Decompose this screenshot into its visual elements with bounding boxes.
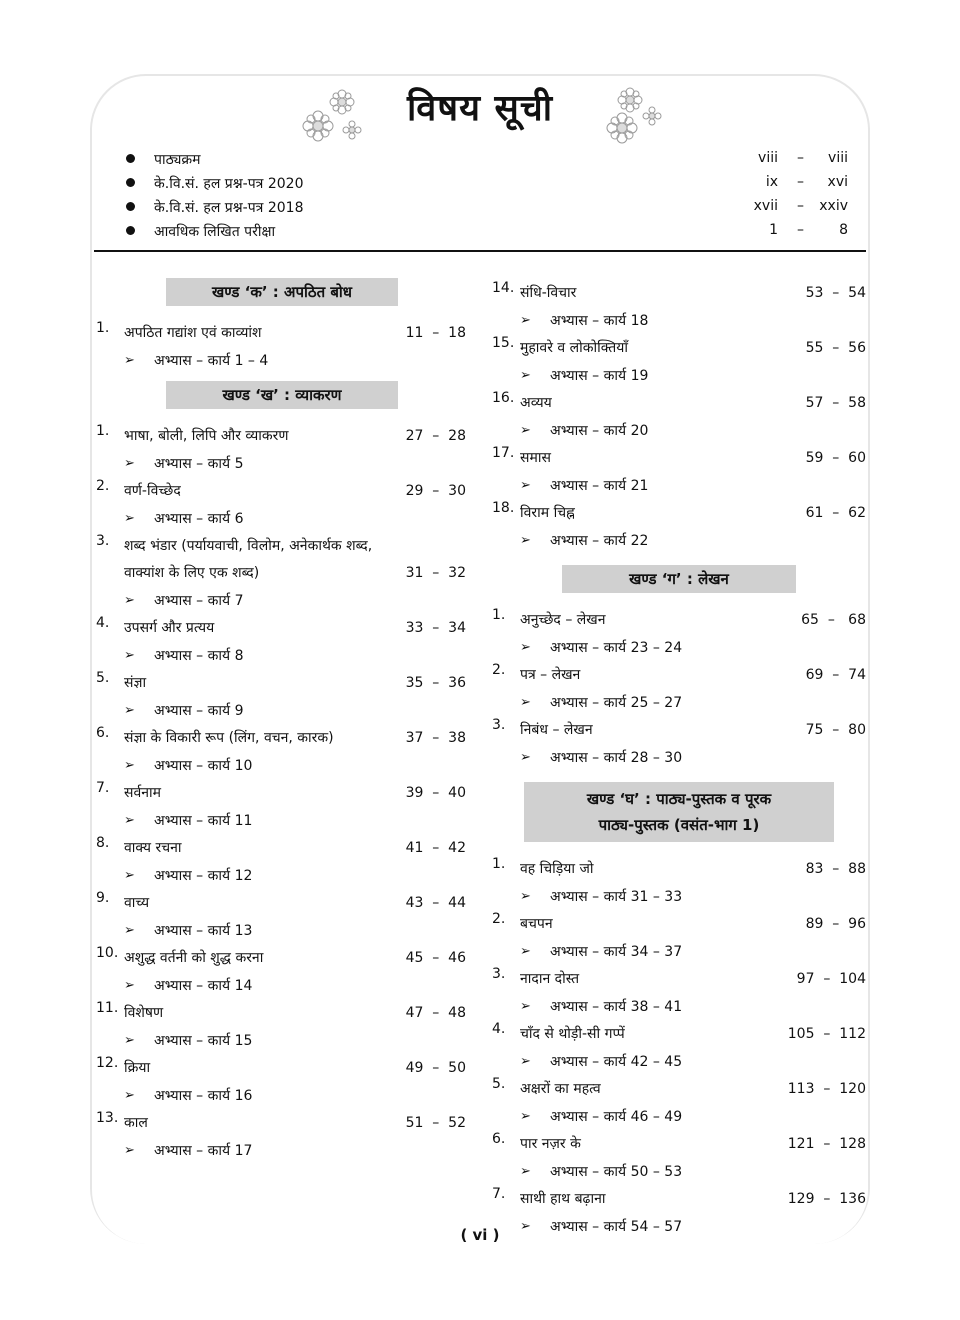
entry-number: 17. <box>492 445 515 461</box>
toc-entry[interactable] <box>490 717 870 744</box>
entry-title: भाषा, बोली, लिपि और व्याकरण <box>124 428 289 444</box>
toc-entry[interactable] <box>94 423 470 450</box>
prelim-list <box>122 148 850 244</box>
entry-pages: 41 – 42 <box>405 840 466 856</box>
arrowhead-icon: ➢ <box>124 813 135 828</box>
entry-title: निबंध – लेखन <box>520 722 593 738</box>
arrowhead-icon: ➢ <box>124 758 135 773</box>
entry-title: पत्र – लेखन <box>520 667 581 683</box>
page-to: viii <box>828 150 848 166</box>
practice-entry[interactable] <box>490 689 870 717</box>
entry-pages: 33 – 34 <box>405 620 466 636</box>
entry-title: अशुद्ध वर्तनी को शुद्ध करना <box>124 950 264 966</box>
prelim-label: के.वि.सं. हल प्रश्न-पत्र 2018 <box>154 200 304 216</box>
practice-label: अभ्यास – कार्य 7 <box>154 593 244 609</box>
entry-number: 13. <box>96 1110 119 1126</box>
toc-right-column <box>490 280 870 1241</box>
arrowhead-icon: ➢ <box>520 478 531 493</box>
entry-title: वाक्य रचना <box>124 840 182 856</box>
entry-pages: 61 – 62 <box>805 505 866 521</box>
page-to: xxiv <box>819 198 848 214</box>
entry-pages: 43 – 44 <box>405 895 466 911</box>
entry-number: 18. <box>492 500 515 516</box>
bullet-icon <box>126 154 135 163</box>
practice-entry[interactable] <box>94 1027 470 1055</box>
practice-label: अभ्यास – कार्य 9 <box>154 703 244 719</box>
entry-pages: 53 – 54 <box>805 285 866 301</box>
entry-title: शब्द भंडार (पर्यायवाची, विलोम, अनेकार्थक शब्द, वाक्यांश के लिए एक शब्द) <box>124 538 373 581</box>
practice-entry[interactable] <box>94 587 470 615</box>
entry-pages: 105 – 112 <box>787 1026 866 1042</box>
page-dash: – <box>797 198 804 214</box>
practice-entry[interactable] <box>490 417 870 445</box>
entry-number: 11. <box>96 1000 119 1016</box>
entry-pages: 37 – 38 <box>405 730 466 746</box>
practice-entry[interactable] <box>490 938 870 966</box>
entry-number: 4. <box>492 1021 506 1037</box>
entry-number: 1. <box>96 320 110 336</box>
toc-entry[interactable] <box>490 911 870 938</box>
arrowhead-icon: ➢ <box>124 868 135 883</box>
prelim-item[interactable] <box>122 196 850 220</box>
entry-title: सर्वनाम <box>124 785 162 801</box>
entry-number: 6. <box>96 725 110 741</box>
arrowhead-icon: ➢ <box>520 889 531 904</box>
entry-number: 5. <box>492 1076 506 1092</box>
toc-entry[interactable] <box>490 1131 870 1158</box>
practice-label: अभ्यास – कार्य 12 <box>154 868 253 884</box>
toc-entry[interactable] <box>490 1186 870 1213</box>
entry-number: 12. <box>96 1055 119 1071</box>
section-heading-line: पाठ्य-पुस्तक (वसंत-भाग 1) <box>598 816 760 834</box>
practice-entry[interactable] <box>94 642 470 670</box>
practice-label: अभ्यास – कार्य 50 – 53 <box>550 1164 683 1180</box>
entry-pages: 55 – 56 <box>805 340 866 356</box>
practice-entry[interactable] <box>490 362 870 390</box>
practice-entry[interactable] <box>94 450 470 478</box>
practice-label: अभ्यास – कार्य 6 <box>154 511 244 527</box>
toc-entry[interactable] <box>94 780 470 807</box>
entry-pages: 11 – 18 <box>405 325 466 341</box>
entry-number: 3. <box>96 533 110 549</box>
practice-label: अभ्यास – कार्य 13 <box>154 923 253 939</box>
page-title: विषय सूची <box>406 88 554 129</box>
practice-entry[interactable] <box>490 1048 870 1076</box>
entry-pages: 27 – 28 <box>405 428 466 444</box>
practice-label: अभ्यास – कार्य 17 <box>154 1143 253 1159</box>
entry-number: 1. <box>492 856 506 872</box>
practice-entry[interactable] <box>94 1137 470 1165</box>
toc-entry[interactable] <box>490 1021 870 1048</box>
arrowhead-icon: ➢ <box>520 1054 531 1069</box>
practice-entry[interactable] <box>490 634 870 662</box>
entry-number: 8. <box>96 835 110 851</box>
toc-entry[interactable] <box>94 533 470 587</box>
entry-pages: 39 – 40 <box>405 785 466 801</box>
entry-title: अव्यय <box>520 395 552 411</box>
practice-entry[interactable] <box>94 347 470 375</box>
entry-number: 1. <box>96 423 110 439</box>
entry-title: काल <box>124 1115 148 1131</box>
prelim-label: आवधिक लिखित परीक्षा <box>154 224 276 240</box>
arrowhead-icon: ➢ <box>520 944 531 959</box>
arrowhead-icon: ➢ <box>520 695 531 710</box>
toc-entry[interactable] <box>490 500 870 527</box>
entry-pages: 113 – 120 <box>787 1081 866 1097</box>
entry-number: 7. <box>96 780 110 796</box>
entry-number: 4. <box>96 615 110 631</box>
prelim-label: पाठ्यक्रम <box>154 152 201 168</box>
toc-entry[interactable] <box>94 725 470 752</box>
entry-title: विशेषण <box>124 1005 164 1021</box>
arrowhead-icon: ➢ <box>124 456 135 471</box>
practice-label: अभ्यास – कार्य 5 <box>154 456 244 472</box>
arrowhead-icon: ➢ <box>520 533 531 548</box>
toc-entry[interactable] <box>94 670 470 697</box>
section-heading-ga: खण्ड ‘ग’ : लेखन <box>562 565 796 593</box>
entry-number: 6. <box>492 1131 506 1147</box>
page-from: xvii <box>753 198 778 214</box>
practice-label: अभ्यास – कार्य 54 – 57 <box>550 1219 683 1235</box>
bullet-icon <box>126 202 135 211</box>
entry-title: मुहावरे व लोकोक्तियाँ <box>520 340 628 356</box>
toc-entry[interactable] <box>490 280 870 307</box>
arrowhead-icon: ➢ <box>124 511 135 526</box>
entry-pages: 31 – 32 <box>405 565 466 581</box>
practice-label: अभ्यास – कार्य 14 <box>154 978 253 994</box>
entry-pages: 57 – 58 <box>805 395 866 411</box>
practice-entry[interactable] <box>94 807 470 835</box>
toc-entry[interactable] <box>94 478 470 505</box>
section-heading-kha: खण्ड ‘ख’ : व्याकरण <box>166 381 398 409</box>
practice-entry[interactable] <box>94 1082 470 1110</box>
entry-pages: 59 – 60 <box>805 450 866 466</box>
practice-label: अभ्यास – कार्य 31 – 33 <box>550 889 683 905</box>
entry-number: 14. <box>492 280 515 296</box>
entry-pages: 75 – 80 <box>805 722 866 738</box>
arrowhead-icon: ➢ <box>520 313 531 328</box>
entry-title: अक्षरों का महत्व <box>520 1081 601 1097</box>
arrowhead-icon: ➢ <box>520 423 531 438</box>
practice-entry[interactable] <box>490 883 870 911</box>
toc-entry[interactable] <box>490 1076 870 1103</box>
entry-pages: 47 – 48 <box>405 1005 466 1021</box>
practice-entry[interactable] <box>490 307 870 335</box>
practice-entry[interactable] <box>490 744 870 772</box>
practice-label: अभ्यास – कार्य 34 – 37 <box>550 944 683 960</box>
entry-title: विराम चिह्न <box>520 505 575 521</box>
page-dash: – <box>797 222 804 238</box>
entry-number: 2. <box>492 662 506 678</box>
arrowhead-icon: ➢ <box>124 1143 135 1158</box>
practice-label: अभ्यास – कार्य 46 – 49 <box>550 1109 683 1125</box>
entry-number: 15. <box>492 335 515 351</box>
practice-label: अभ्यास – कार्य 21 <box>550 478 649 494</box>
practice-label: अभ्यास – कार्य 38 – 41 <box>550 999 683 1015</box>
practice-entry[interactable] <box>94 972 470 1000</box>
entry-title: अनुच्छेद – लेखन <box>520 612 606 628</box>
practice-label: अभ्यास – कार्य 10 <box>154 758 253 774</box>
practice-entry[interactable] <box>490 1158 870 1186</box>
entry-number: 16. <box>492 390 515 406</box>
toc-entry[interactable] <box>490 445 870 472</box>
arrowhead-icon: ➢ <box>124 703 135 718</box>
practice-label: अभ्यास – कार्य 25 – 27 <box>550 695 683 711</box>
practice-label: अभ्यास – कार्य 23 – 24 <box>550 640 683 656</box>
toc-entry[interactable] <box>490 607 870 634</box>
arrowhead-icon: ➢ <box>124 353 135 368</box>
arrowhead-icon: ➢ <box>520 1164 531 1179</box>
toc-entry[interactable] <box>490 662 870 689</box>
practice-entry[interactable] <box>94 917 470 945</box>
entry-pages: 65 – 68 <box>801 612 866 628</box>
arrowhead-icon: ➢ <box>520 368 531 383</box>
entry-pages: 29 – 30 <box>405 483 466 499</box>
practice-entry[interactable] <box>490 472 870 500</box>
entry-number: 5. <box>96 670 110 686</box>
practice-label: अभ्यास – कार्य 11 <box>154 813 253 829</box>
section-heading-line: खण्ड ‘घ’ : पाठ्य-पुस्तक व पूरक <box>586 790 772 808</box>
practice-label: अभ्यास – कार्य 42 – 45 <box>550 1054 683 1070</box>
entry-title: नादान दोस्त <box>520 971 580 987</box>
entry-pages: 49 – 50 <box>405 1060 466 1076</box>
bullet-icon <box>126 226 135 235</box>
entry-title: वाच्य <box>124 895 150 911</box>
practice-label: अभ्यास – कार्य 19 <box>550 368 649 384</box>
entry-title: वह चिड़िया जो <box>520 861 594 877</box>
spacer <box>490 555 870 565</box>
toc-entry[interactable] <box>94 945 470 972</box>
practice-entry[interactable] <box>94 697 470 725</box>
entry-pages: 45 – 46 <box>405 950 466 966</box>
toc-entry[interactable] <box>94 890 470 917</box>
spacer <box>490 772 870 782</box>
entry-number: 2. <box>492 911 506 927</box>
entry-pages: 89 – 96 <box>805 916 866 932</box>
entry-number: 7. <box>492 1186 506 1202</box>
entry-title: बचपन <box>520 916 553 932</box>
entry-title: समास <box>520 450 551 466</box>
practice-label: अभ्यास – कार्य 15 <box>154 1033 253 1049</box>
entry-pages: 69 – 74 <box>805 667 866 683</box>
page-from: viii <box>758 150 778 166</box>
entry-pages: 129 – 136 <box>787 1191 866 1207</box>
entry-number: 10. <box>96 945 119 961</box>
section-heading-gha <box>524 782 834 842</box>
toc-entry[interactable] <box>94 615 470 642</box>
entry-pages: 121 – 128 <box>787 1136 866 1152</box>
page-to: xvi <box>827 174 848 190</box>
entry-number: 1. <box>492 607 506 623</box>
arrowhead-icon: ➢ <box>124 593 135 608</box>
entry-pages: 83 – 88 <box>805 861 866 877</box>
toc-entry[interactable] <box>94 1110 470 1137</box>
toc-entry[interactable] <box>490 335 870 362</box>
entry-number: 2. <box>96 478 110 494</box>
entry-number: 3. <box>492 966 506 982</box>
page-dash: – <box>797 150 804 166</box>
arrowhead-icon: ➢ <box>124 648 135 663</box>
entry-pages: 35 – 36 <box>405 675 466 691</box>
arrowhead-icon: ➢ <box>520 999 531 1014</box>
practice-label: अभ्यास – कार्य 18 <box>550 313 649 329</box>
practice-entry[interactable] <box>490 527 870 555</box>
arrowhead-icon: ➢ <box>124 923 135 938</box>
prelim-item[interactable] <box>122 148 850 172</box>
toc-entry[interactable] <box>490 390 870 417</box>
toc-entry[interactable] <box>490 966 870 993</box>
arrowhead-icon: ➢ <box>124 978 135 993</box>
practice-label: अभ्यास – कार्य 22 <box>550 533 649 549</box>
prelim-item[interactable] <box>122 172 850 196</box>
entry-number: 9. <box>96 890 110 906</box>
prelim-label: के.वि.सं. हल प्रश्न-पत्र 2020 <box>154 176 304 192</box>
page-dash: – <box>797 174 804 190</box>
page-to: 8 <box>839 222 848 238</box>
entry-pages: 97 – 104 <box>796 971 866 987</box>
arrowhead-icon: ➢ <box>124 1088 135 1103</box>
prelim-item[interactable] <box>122 220 850 244</box>
toc-entry[interactable] <box>94 320 470 347</box>
entry-title: पार नज़र के <box>520 1136 581 1152</box>
entry-number: 3. <box>492 717 506 733</box>
entry-title: अपठित गद्यांश एवं काव्यांश <box>124 325 262 341</box>
practice-label: अभ्यास – कार्य 8 <box>154 648 244 664</box>
practice-entry[interactable] <box>94 862 470 890</box>
page-number: ( vi ) <box>460 1226 500 1244</box>
toc-entry[interactable] <box>94 835 470 862</box>
toc-entry[interactable] <box>94 1055 470 1082</box>
toc-entry[interactable] <box>94 1000 470 1027</box>
toc-left-column <box>94 278 470 1165</box>
entry-title: वर्ण-विच्छेद <box>124 483 181 499</box>
toc-entry[interactable] <box>490 856 870 883</box>
practice-entry[interactable] <box>94 505 470 533</box>
divider <box>94 250 866 252</box>
entry-title: साथी हाथ बढ़ाना <box>520 1191 606 1207</box>
entry-title: उपसर्ग और प्रत्यय <box>124 620 215 636</box>
arrowhead-icon: ➢ <box>520 640 531 655</box>
page-from: 1 <box>769 222 778 238</box>
entry-title: संज्ञा <box>124 675 147 691</box>
practice-entry[interactable] <box>490 1103 870 1131</box>
bullet-icon <box>126 178 135 187</box>
practice-label: अभ्यास – कार्य 1 – 4 <box>154 353 269 369</box>
entry-title: चाँद से थोड़ी-सी गप्पें <box>520 1026 625 1042</box>
entry-title: क्रिया <box>124 1060 151 1076</box>
entry-title: संज्ञा के विकारी रूप (लिंग, वचन, कारक) <box>124 730 334 746</box>
practice-entry[interactable] <box>490 993 870 1021</box>
entry-title: संधि-विचार <box>520 285 577 301</box>
page-from: ix <box>765 174 778 190</box>
practice-label: अभ्यास – कार्य 28 – 30 <box>550 750 683 766</box>
practice-label: अभ्यास – कार्य 20 <box>550 423 649 439</box>
entry-pages: 51 – 52 <box>405 1115 466 1131</box>
arrowhead-icon: ➢ <box>520 750 531 765</box>
arrowhead-icon: ➢ <box>124 1033 135 1048</box>
practice-label: अभ्यास – कार्य 16 <box>154 1088 253 1104</box>
section-heading-ka: खण्ड ‘क’ : अपठित बोध <box>166 278 398 306</box>
arrowhead-icon: ➢ <box>520 1219 531 1234</box>
practice-entry[interactable] <box>94 752 470 780</box>
arrowhead-icon: ➢ <box>520 1109 531 1124</box>
